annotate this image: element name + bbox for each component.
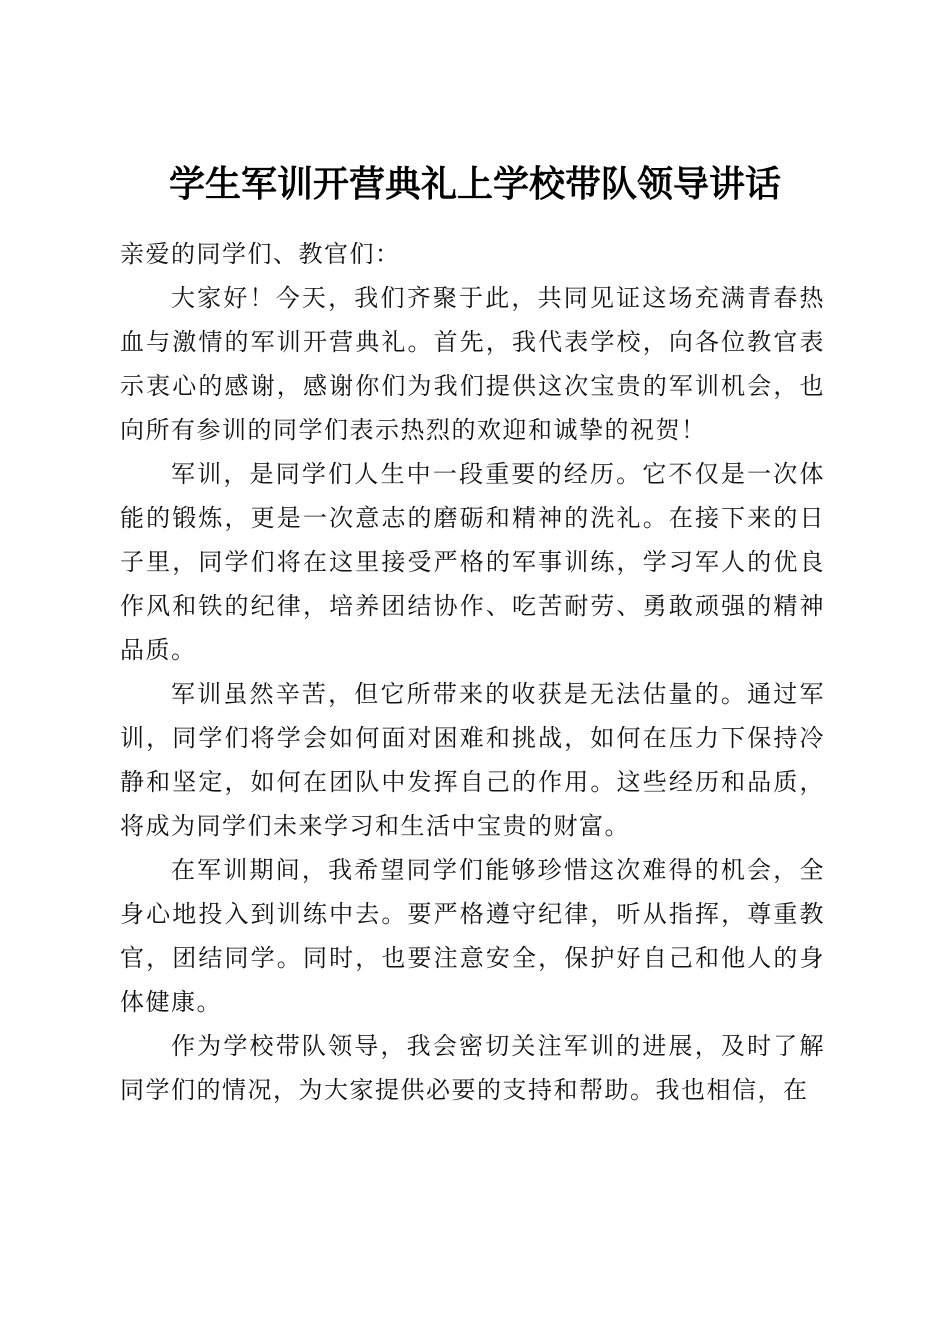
document-body bbox=[120, 232, 825, 1112]
salutation: 亲爱的同学们、教官们： bbox=[120, 240, 401, 268]
paragraph-greeting: 大家好！今天，我们齐聚于此，共同见证这场充满青春热血与激情的军训开营典礼。首先，我代表学校，向各位教官表示衷心的感谢，感谢你们为我们提供这次宝贵的军训机会，也向所有参训的同学们表示热烈的欢迎和诚挚的祝贺！ bbox=[120, 284, 825, 444]
paragraph-training-benefits: 军训虽然辛苦，但它所带来的收获是无法估量的。通过军训，同学们将学会如何面对困难和挑战，如何在压力下保持冷静和坚定，如何在团队中发挥自己的作用。这些经历和品质，将成为同学们未来学习和生活中宝贵的财富。 bbox=[120, 680, 825, 840]
paragraph-leader-commitment: 作为学校带队领导，我会密切关注军训的进展，及时了解同学们的情况，为大家提供必要的支持和帮助。我也相信，在 bbox=[120, 1032, 825, 1104]
paragraph-expectations: 在军训期间，我希望同学们能够珍惜这次难得的机会，全身心地投入到训练中去。要严格遵守纪律，听从指挥，尊重教官，团结同学。同时，也要注意安全，保护好自己和他人的身体健康。 bbox=[120, 856, 825, 1016]
paragraph-military-training-meaning: 军训，是同学们人生中一段重要的经历。它不仅是一次体能的锻炼，更是一次意志的磨砺和精神的洗礼。在接下来的日子里，同学们将在这里接受严格的军事训练，学习军人的优良作风和铁的纪律，培养团结协作、吃苦耐劳、勇敢顽强的精神品质。 bbox=[120, 460, 825, 664]
document-title: 学生军训开营典礼上学校带队领导讲话 bbox=[168, 163, 781, 206]
